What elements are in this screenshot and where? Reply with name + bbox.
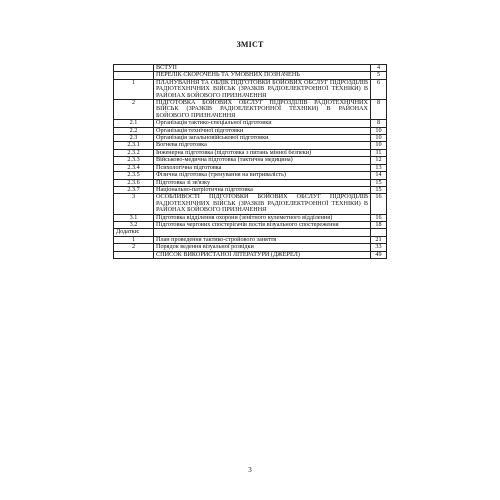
section-title: Психологічна підготовка <box>154 164 371 171</box>
section-title: План проведення тактико-стройового заняття <box>154 236 371 243</box>
toc-row <box>114 120 387 127</box>
page-ref: 6 <box>371 79 387 99</box>
section-title: Підготовка зі зв'язку <box>154 179 371 186</box>
section-number: 2.3.1 <box>114 142 154 149</box>
page-ref: 49 <box>371 251 387 258</box>
section-number: 2.3.2 <box>114 149 154 156</box>
toc-row <box>114 79 387 99</box>
section-number: 2.3.4 <box>114 164 154 171</box>
section-title: Організація технічної підготовки <box>154 127 371 134</box>
section-number: 1 <box>114 79 154 99</box>
section-title: Підготовка відділення охорони (зенітного кулеметного відділення) <box>154 214 371 221</box>
section-title: Фізична підготовка (тренування на витривалість) <box>154 172 371 179</box>
page-ref: 11 <box>371 149 387 156</box>
page-title: ЗМІСТ <box>236 40 264 49</box>
section-title: ПІДГОТОВКА БОЙОВИХ ОБСЛУГ ПІДРОЗДІЛІВ РАДІОТЕХНІЧНИХ ВІЙСЬК (ЗРАЗКІВ РАДІОЕЛЕКТРОННОЇ ТЕХНІКИ) В РАЙОНАХ БОЙОВОГО ПРИЗНАЧЕННЯ <box>154 100 371 120</box>
table-of-contents <box>113 64 387 259</box>
section-number: 3.1 <box>114 214 154 221</box>
section-title: Підготовка чергових спостерігачів постів візуального спостереження <box>154 221 371 228</box>
page-ref: 15 <box>371 186 387 193</box>
page-ref: 10 <box>371 135 387 142</box>
toc-row <box>114 194 387 214</box>
appendix-label: Додатки: <box>114 229 154 236</box>
section-number: 2.3.3 <box>114 157 154 164</box>
section-number: 2.2 <box>114 127 154 134</box>
page-ref: 8 <box>371 120 387 127</box>
toc-row <box>114 251 387 258</box>
section-title: ВСТУП <box>154 65 371 72</box>
section-title: Вогнева підготовка <box>154 142 371 149</box>
section-title: ОСОБЛИВОСТІ ПІДГОТОВКИ БОЙОВИХ ОБСЛУГ ПІДРОЗДІЛІВ РАДІОТЕХНІЧНИХ ВІЙСЬК (ЗРАЗКІВ РАДІОЕЛЕКТРОННОЇ ТЕХНІКИ) В РАЙОНАХ БОЙОВОГО ПРИЗНАЧЕННЯ <box>154 194 371 214</box>
section-title: Організація загальновійськової підготовки <box>154 135 371 142</box>
section-title: Порядок ведення візуальної розвідки <box>154 244 371 251</box>
section-title: Військово-медична підготовка (тактична медицина) <box>154 157 371 164</box>
section-number <box>114 65 154 72</box>
toc-body <box>114 65 387 259</box>
section-number: 2.3.5 <box>114 172 154 179</box>
page-number: 3 <box>248 466 252 474</box>
section-number: 1 <box>114 236 154 243</box>
page-ref: 15 <box>371 179 387 186</box>
page-ref: 12 <box>371 157 387 164</box>
section-title: Організація тактико-спеціальної підготовки <box>154 120 371 127</box>
page-ref: 10 <box>371 142 387 149</box>
page-ref: 5 <box>371 72 387 79</box>
section-title: ПЛАНУВАННЯ ТА ОБЛІК ПІДГОТОВКИ БОЙОВИХ ОБСЛУГ ПІДРОЗДІЛІВ РАДІОТЕХНІЧНИХ ВІЙСЬК (ЗРАЗКІВ РАДІОЕЛЕКТРОННОЇ ТЕХНІКИ) В РАЙОНАХ БОЙОВОГО ПРИЗНАЧЕННЯ <box>154 79 371 99</box>
page-ref: 4 <box>371 65 387 72</box>
section-number <box>114 251 154 258</box>
toc-row <box>114 244 387 251</box>
section-number: 2 <box>114 100 154 120</box>
section-title: Інженерна підготовка (підготовка з питань мінної безпеки) <box>154 149 371 156</box>
page-ref: 18 <box>371 221 387 228</box>
section-number: 2.3.6 <box>114 179 154 186</box>
section-number: 3.2 <box>114 221 154 228</box>
toc-row <box>114 221 387 228</box>
section-title: Національно-патріотична підготовка <box>154 186 371 193</box>
section-title: ПЕРЕЛІК СКОРОЧЕНЬ ТА УМОВНИХ ПОЗНАЧЕНЬ <box>154 72 371 79</box>
section-title: СПИСОК ВИКОРИСТАНОЇ ЛІТЕРАТУРИ (ДЖЕРЕЛ) <box>154 251 371 258</box>
section-number: 3 <box>114 194 154 214</box>
page-ref: 10 <box>371 127 387 134</box>
page-ref: 16 <box>371 194 387 214</box>
section-number: 2.3 <box>114 135 154 142</box>
page-ref: 21 <box>371 236 387 243</box>
page-ref: 13 <box>371 164 387 171</box>
page-ref: 16 <box>371 214 387 221</box>
toc-row <box>114 100 387 120</box>
section-number: 2.3.7 <box>114 186 154 193</box>
toc-row <box>114 172 387 179</box>
section-number: 2 <box>114 244 154 251</box>
toc-row <box>114 157 387 164</box>
page-ref: 14 <box>371 172 387 179</box>
page-ref: 8 <box>371 100 387 120</box>
page-ref: 33 <box>371 244 387 251</box>
toc-row <box>114 135 387 142</box>
section-number: 2.1 <box>114 120 154 127</box>
